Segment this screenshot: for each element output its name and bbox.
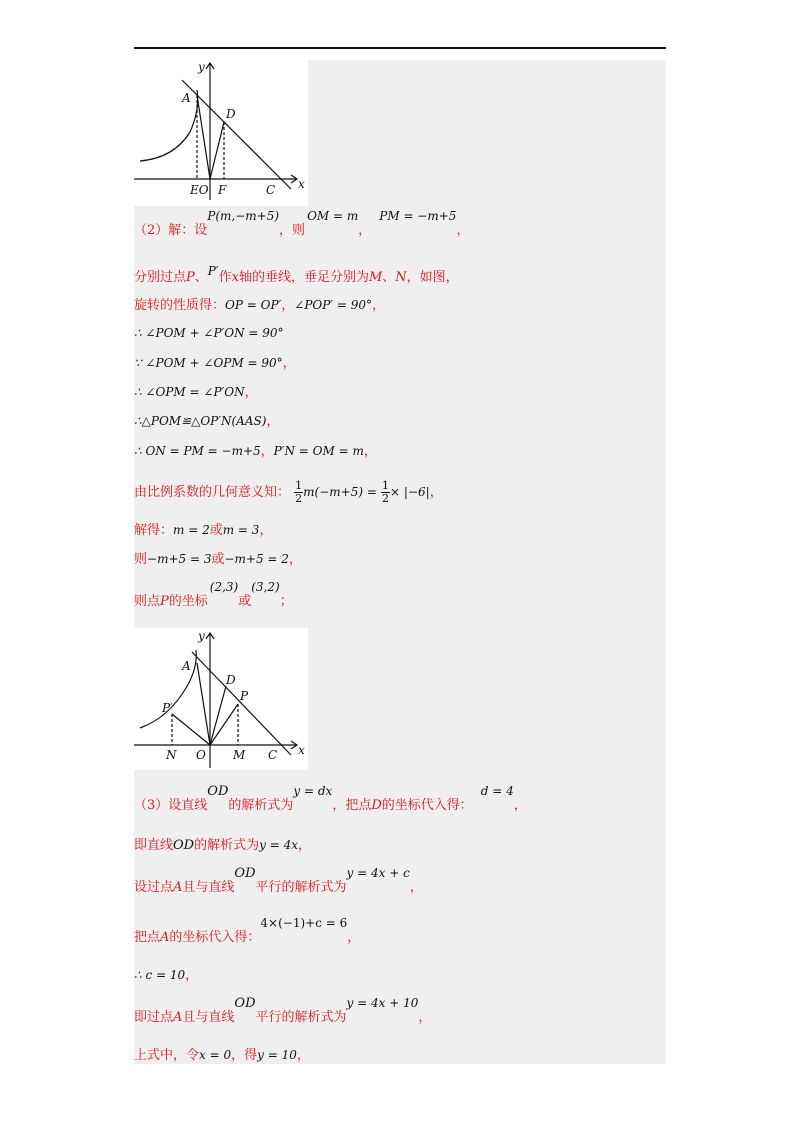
p3-line-7 <box>134 1046 310 1065</box>
label-a: A <box>182 659 191 673</box>
p2-line-3 <box>134 296 385 315</box>
var: A <box>173 1010 183 1025</box>
text: ， <box>185 968 199 983</box>
p3-line-1 <box>134 784 527 815</box>
text: ， <box>266 414 280 429</box>
math: OP = OP′ <box>225 298 282 312</box>
figure-1-diagram <box>134 60 308 206</box>
figure-2 <box>134 628 308 770</box>
math: OD <box>207 784 229 799</box>
math: 4×(−1)+c = 6 <box>260 916 348 930</box>
segment-od <box>210 122 224 179</box>
math: P′N = OM = m <box>273 444 364 458</box>
text: 、 <box>382 270 396 285</box>
text: 旋转的性质得： <box>134 298 226 313</box>
p2-line-8 <box>134 442 377 461</box>
var: A <box>173 880 183 895</box>
p2-line-12 <box>134 580 293 611</box>
text: （3）设直线 <box>134 798 208 813</box>
math: y = 4x <box>259 838 298 852</box>
text: ， <box>456 223 470 238</box>
p3-line-2 <box>134 836 311 855</box>
fraction-half <box>294 480 303 505</box>
var: P <box>160 594 169 609</box>
math: OD <box>173 838 195 853</box>
p3-line-5 <box>134 966 198 985</box>
math: (2,3) <box>209 580 239 594</box>
text: ， <box>371 298 385 313</box>
text: （2）解：设 <box>134 223 208 238</box>
numerator: 1 <box>382 479 390 492</box>
p2-line-9 <box>134 480 443 505</box>
text: ， <box>347 930 361 945</box>
text: ， <box>296 1048 310 1063</box>
text: ，把点 <box>332 798 372 813</box>
fraction-half <box>381 480 390 505</box>
text: 或 <box>209 523 223 538</box>
text: 的解析式为 <box>194 838 260 853</box>
p2-line-5 <box>134 354 296 373</box>
text: 由比例系数的几何意义知： <box>134 485 291 500</box>
math: P(m,−m+5) <box>207 209 280 223</box>
text: 上式中，令 <box>134 1048 200 1063</box>
text: ， <box>418 1010 432 1025</box>
math: × |−6| <box>390 485 430 499</box>
line-ac <box>192 652 291 755</box>
text: 则点 <box>134 594 161 609</box>
math: −m+5 = 2 <box>224 552 289 566</box>
math: y = 4x + 10 <box>346 996 419 1010</box>
math: OD <box>234 866 256 881</box>
numerator: 1 <box>295 479 303 492</box>
text: ， <box>281 298 295 313</box>
math: ∠POP′ = 90° <box>294 298 372 312</box>
math: −m+5 = 3 <box>147 552 212 566</box>
text: 把点 <box>134 930 161 945</box>
text: 平行的解析式为 <box>255 1010 347 1025</box>
header-rule <box>134 47 666 49</box>
text: ， <box>358 223 372 238</box>
math: (3,2) <box>251 580 280 594</box>
figure-2-diagram <box>134 628 308 770</box>
text: ， <box>260 444 274 459</box>
var: M <box>368 270 383 285</box>
math: OM = m <box>307 209 359 223</box>
math: x = 0 <box>199 1048 232 1062</box>
label-c: C <box>268 748 278 762</box>
label-y: y <box>198 629 205 643</box>
math: ∴ ON = PM = −m+5 <box>134 444 261 458</box>
math: P′ <box>207 264 219 278</box>
p2-line-7 <box>134 412 279 431</box>
text: ； <box>279 594 293 609</box>
text: 解得： <box>134 523 174 538</box>
math: d = 4 <box>480 784 514 798</box>
label-o: O <box>196 748 206 762</box>
math: y = 4x + c <box>346 866 410 880</box>
label-x: x <box>298 743 305 757</box>
figure-1 <box>134 60 308 206</box>
text: 分别过点 <box>134 270 187 285</box>
text: 即直线 <box>134 838 174 853</box>
text: 或 <box>211 552 225 567</box>
math: ∴△POM≌△OP′N(AAS) <box>134 414 267 428</box>
label-c: C <box>266 183 276 197</box>
label-a: A <box>182 91 191 105</box>
text: ， <box>429 485 443 500</box>
var: P <box>186 270 195 285</box>
segment-ao <box>197 95 210 179</box>
text: ， <box>409 880 423 895</box>
text: 平行的解析式为 <box>255 880 347 895</box>
var: x <box>231 270 239 285</box>
p2-line-11 <box>134 550 302 569</box>
text: ， <box>363 444 377 459</box>
text: 、 <box>194 270 208 285</box>
p3-line-6 <box>134 996 432 1027</box>
p2-line-10 <box>134 521 272 540</box>
p3-line-4 <box>134 916 361 947</box>
segment-oa <box>197 663 210 745</box>
math: y = 10 <box>257 1048 297 1062</box>
segment-op <box>210 704 238 745</box>
text: 或 <box>238 594 252 609</box>
text: ，如图， <box>406 270 459 285</box>
label-n: N <box>166 748 177 762</box>
denominator: 2 <box>382 492 390 505</box>
line-ac <box>182 80 291 189</box>
text: ，得 <box>231 1048 258 1063</box>
label-y: y <box>198 60 205 74</box>
math: ∴ ∠POM + ∠P′ON = 90° <box>134 326 284 340</box>
segment-op-prime <box>172 714 210 745</box>
text: ， <box>259 523 273 538</box>
math: m(−m+5) = <box>303 485 377 499</box>
math: ∴ c = 10 <box>134 968 186 982</box>
text: 的解析式为 <box>228 798 294 813</box>
text: ， <box>282 356 296 371</box>
math: ∴ ∠OPM = ∠P′ON <box>134 385 245 399</box>
math: PM = −m+5 <box>379 209 457 223</box>
segment-od <box>210 686 226 745</box>
label-f: F <box>218 183 227 197</box>
label-m: M <box>233 748 246 762</box>
p2-line-4 <box>134 324 284 343</box>
p2-line-1 <box>134 209 470 240</box>
p2-line-6 <box>134 383 258 402</box>
text: 设过点 <box>134 880 174 895</box>
text: 的坐标 <box>168 594 208 609</box>
text: ， <box>244 385 258 400</box>
text: 轴的垂线，垂足分别为 <box>238 270 369 285</box>
label-eo: EO <box>190 183 209 197</box>
text: 即过点 <box>134 1010 174 1025</box>
text: 的坐标代入得： <box>381 798 473 813</box>
math: m = 3 <box>222 523 260 537</box>
label-p: P <box>240 689 249 703</box>
text: 的坐标代入得： <box>169 930 261 945</box>
text: 且与直线 <box>182 880 235 895</box>
p3-line-3 <box>134 866 423 897</box>
math: y = dx <box>293 784 333 798</box>
text: ， <box>298 838 312 853</box>
var: D <box>371 798 382 813</box>
text: ， <box>513 798 527 813</box>
label-p-prime: P′ <box>162 701 173 715</box>
math: ∵ ∠POM + ∠OPM = 90° <box>134 356 283 370</box>
var: N <box>395 270 407 285</box>
math: m = 2 <box>173 523 210 537</box>
text: 且与直线 <box>182 1010 235 1025</box>
text: ， <box>288 552 302 567</box>
text: 作 <box>218 270 232 285</box>
p2-line-2 <box>134 264 459 287</box>
label-d: D <box>226 107 236 121</box>
denominator: 2 <box>295 492 303 505</box>
label-x: x <box>298 177 305 191</box>
text: 则 <box>134 552 148 567</box>
text: ，则 <box>279 223 306 238</box>
math: OD <box>234 996 256 1011</box>
var: A <box>160 930 170 945</box>
label-d: D <box>226 673 236 687</box>
